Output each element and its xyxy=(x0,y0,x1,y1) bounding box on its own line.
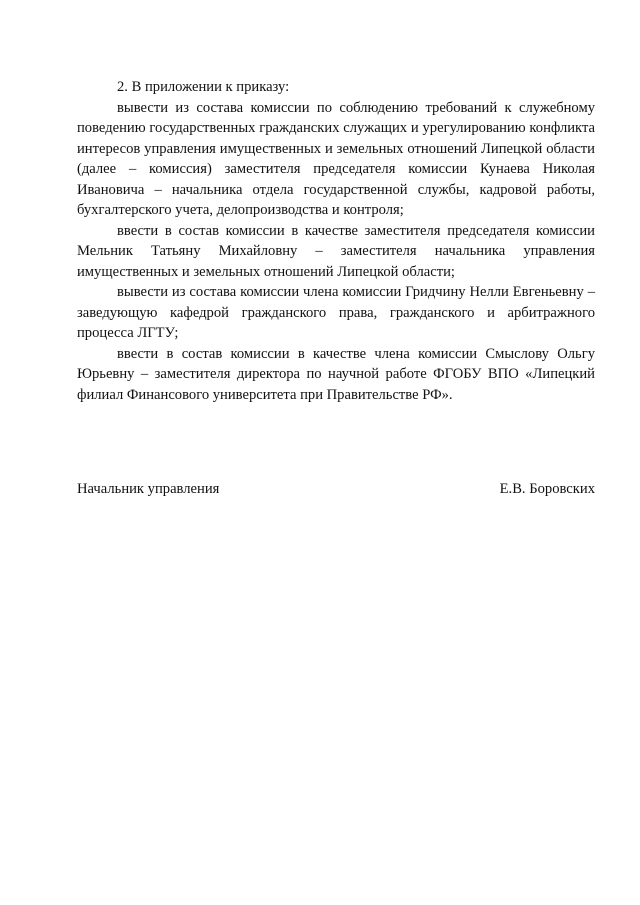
paragraph-add-deputy-chair: ввести в состав комиссии в качестве заместителя председателя комиссии Мельник Татьяну Михайловну – заместителя начальника управления имущественных и земельных отношений Липецкой области; xyxy=(77,222,595,280)
signature-block xyxy=(77,479,595,500)
signatory-name: Е.В. Боровских xyxy=(499,481,595,497)
paragraph-remove-member: вывести из состава комиссии члена комиссии Гридчину Нелли Евгеньевну – заведующую кафедрой гражданского права, гражданского и арбитражного процесса ЛГТУ; xyxy=(77,284,595,341)
section-heading: 2. В приложении к приказу: xyxy=(117,79,290,95)
paragraph-add-member: ввести в состав комиссии в качестве члена комиссии Смыслову Ольгу Юрьевну – заместителя директора по научной работе ФГОБУ ВПО «Липецкий филиал Финансового университета при Правительстве РФ». xyxy=(77,345,595,403)
paragraph-remove-deputy-chair: вывести из состава комиссии по соблюдению требований к служебному поведению государственных гражданских служащих и урегулированию конфликта интересов управления имущественных и земельных отношений Липецкой области (далее – комиссия) заместителя председателя комиссии Кунаева Николая Ивановича – начальника отдела государственной службы, кадровой работы, бухгалтерского учета, делопроизводства и контроля; xyxy=(77,99,595,218)
signatory-position: Начальник управления xyxy=(77,481,220,497)
document-body xyxy=(77,77,595,405)
